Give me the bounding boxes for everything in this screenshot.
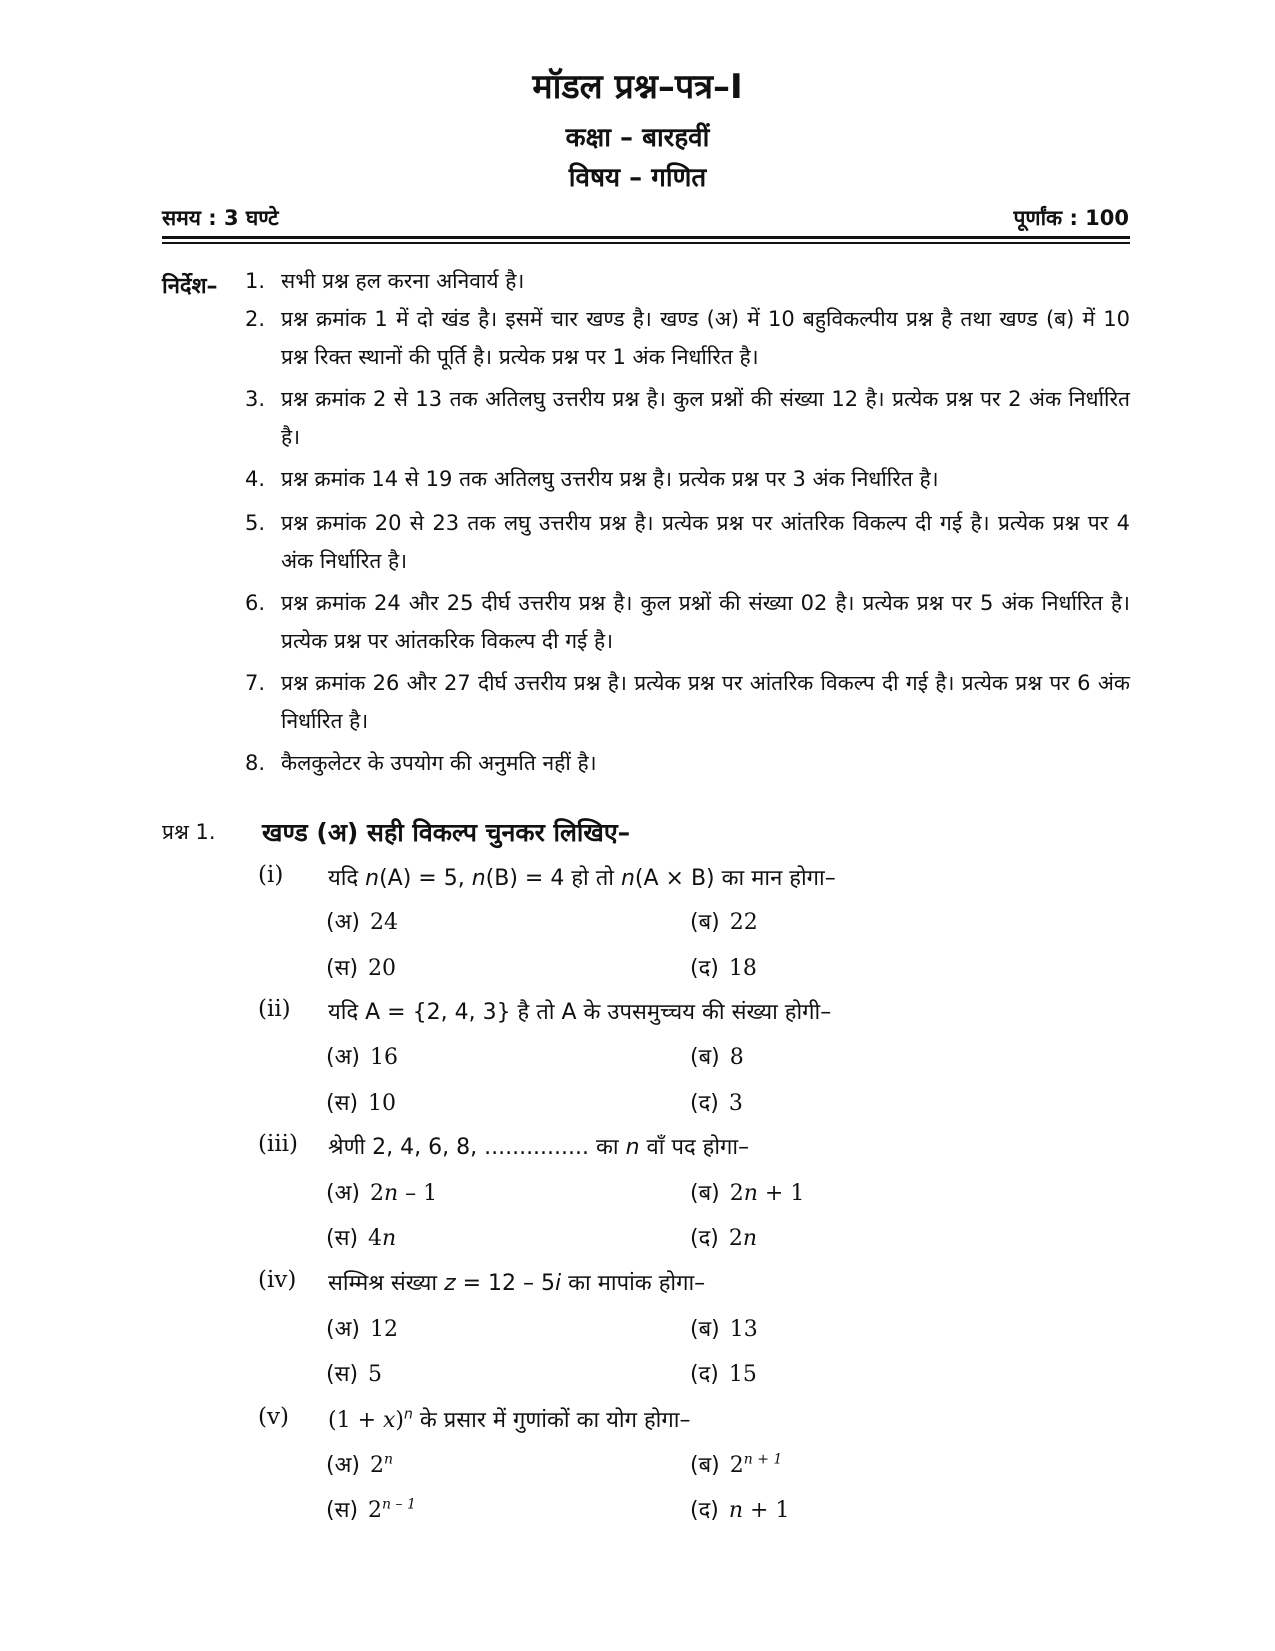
instruction-number: 8. [245,751,266,775]
instruction-item-7 [245,664,1130,740]
option-d: (द) 15 [690,1362,757,1387]
paper-title: मॉडल प्रश्न–पत्र–I [532,67,743,107]
subquestion-text: श्रेणी 2, 4, 6, 8, ............... का n वाँ पद होगा– [328,1135,750,1160]
instruction-item-5 [245,504,1130,580]
instruction-item-6 [245,584,1130,660]
subquestion-number: (iv) [258,1267,297,1293]
instruction-number: 2. [245,307,266,331]
instruction-text: प्रश्न क्रमांक 20 से 23 तक लघु उत्तरीय प्रश्न है। प्रत्येक प्रश्न पर आंतरिक विकल्प दी गई है। प्रत्येक प्रश्न पर 4 अंक निर्धारित है। [281,511,1130,573]
option-d: (द) 2n [690,1226,758,1251]
subquestion-text: यदि A = {2, 4, 3} है तो A के उपसमुच्चय की संख्या होगी– [328,1000,832,1025]
instruction-number: 7. [245,671,266,695]
instruction-text: प्रश्न क्रमांक 1 में दो खंड है। इसमें चार खण्ड है। खण्ड (अ) में 10 बहुविकल्पीय प्रश्न है तथा खण्ड (ब) में 10 प्रश्न रिक्त स्थानों की पूर्ति है। प्रत्येक प्रश्न पर 1 अंक निर्धारित है। [281,307,1130,369]
instruction-number: 1. [245,269,266,293]
option-a: (अ) 24 [326,910,398,935]
option-b: (ब) 22 [690,910,758,935]
instruction-item-4 [245,460,1130,498]
instruction-number: 3. [245,387,266,411]
class-label: कक्षा – बारहवीं [565,123,710,153]
instruction-text: प्रश्न क्रमांक 24 और 25 दीर्घ उत्तरीय प्रश्न है। कुल प्रश्नों की संख्या 02 है। प्रत्येक प्रश्न पर 5 अंक निर्धारित है। प्रत्येक प्रश्न पर आंतकरिक विकल्प दी गई है। [281,591,1130,653]
option-c: (स) 5 [326,1362,383,1387]
max-marks: पूर्णांक : 100 [1013,206,1129,230]
instruction-number: 5. [245,511,266,535]
subquestion-text: सम्मिश्र संख्या z = 12 – 5i का मापांक होगा– [328,1271,706,1296]
subquestion-number: (i) [258,862,284,888]
time-duration: समय : 3 घण्टे [162,206,279,230]
question-number: प्रश्न 1. [162,820,216,844]
subquestion-text: यदि n(A) = 5, n(B) = 4 हो तो n(A × B) का मान होगा– [328,866,836,891]
option-a: (अ) 2$^n$ [326,1451,394,1478]
instruction-item-8 [245,744,1130,782]
option-a: (अ) 16 [326,1045,398,1070]
instruction-item-3 [245,380,1130,456]
instruction-number: 4. [245,467,266,491]
subquestion-number: (v) [258,1404,289,1430]
instruction-text: प्रश्न क्रमांक 2 से 13 तक अतिलघु उत्तरीय प्रश्न है। कुल प्रश्नों की संख्या 12 है। प्रत्येक प्रश्न पर 2 अंक निर्धारित है। [281,387,1130,449]
option-d: (द) 3 [690,1091,743,1116]
option-d: (द) n + 1 [690,1498,790,1523]
question-heading: खण्ड (अ) सही विकल्प चुनकर लिखिए– [262,818,631,847]
instruction-text: प्रश्न क्रमांक 26 और 27 दीर्घ उत्तरीय प्रश्न है। प्रत्येक प्रश्न पर आंतरिक विकल्प दी गई है। प्रत्येक प्रश्न पर 6 अंक निर्धारित है। [281,671,1130,733]
option-b: (ब) 8 [690,1045,744,1070]
instruction-text: प्रश्न क्रमांक 14 से 19 तक अतिलघु उत्तरीय प्रश्न है। प्रत्येक प्रश्न पर 3 अंक निर्धारित है। [281,467,939,491]
option-a: (अ) 12 [326,1317,398,1342]
option-b: (ब) 13 [690,1317,758,1342]
option-c: (स) 4n [326,1226,397,1251]
option-c: (स) 10 [326,1091,397,1116]
instruction-item-2 [245,300,1130,376]
header-divider-thick [162,236,1130,239]
option-a: (अ) 2n – 1 [326,1181,438,1206]
option-d: (द) 18 [690,956,757,981]
instructions-label: निर्देश– [162,274,218,299]
instruction-number: 6. [245,591,266,615]
option-c: (स) 20 [326,956,397,981]
header-divider-thin [162,242,1130,244]
option-b: (ब) $2^{n + 1}$ [690,1451,783,1478]
option-b: (ब) 2n + 1 [690,1181,805,1206]
subquestion-number: (ii) [258,996,291,1022]
option-c: (स) 2$^{n - 1}$ [326,1496,416,1523]
subject-label: विषय – गणित [568,163,707,193]
subquestion-number: (iii) [258,1131,299,1157]
instruction-text: सभी प्रश्न हल करना अनिवार्य है। [281,269,525,293]
subquestion-text: $(1 + x)^n$ के प्रसार में गुणांकों का योग होगा– [328,1406,691,1433]
instruction-text: कैलकुलेटर के उपयोग की अनुमति नहीं है। [281,751,597,775]
instruction-item-1 [245,262,1130,300]
